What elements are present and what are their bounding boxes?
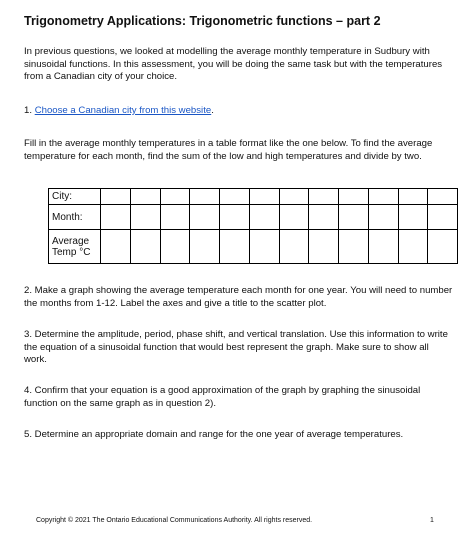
city-label-cell: City: [49, 189, 101, 205]
table-cell[interactable] [368, 230, 398, 264]
table-cell[interactable] [339, 205, 369, 230]
page-title: Trigonometry Applications: Trigonometric functions – part 2 [24, 14, 381, 28]
table-cell[interactable] [398, 189, 428, 205]
table-cell[interactable] [368, 189, 398, 205]
table-cell[interactable] [368, 205, 398, 230]
table-cell[interactable] [309, 189, 339, 205]
question-2: 2. Make a graph showing the average temperature each month for one year. You will need to number the months from 1-12. Label the axes and give a title to the scatter plot. [24, 285, 453, 309]
table-cell[interactable] [101, 205, 131, 230]
city-website-link[interactable]: Choose a Canadian city from this website [34, 105, 212, 116]
avg-temp-row [49, 230, 458, 264]
table-cell[interactable] [249, 230, 279, 264]
table-cell[interactable] [309, 230, 339, 264]
table-cell[interactable] [130, 205, 160, 230]
table-cell[interactable] [279, 189, 309, 205]
table-cell[interactable] [160, 205, 190, 230]
table-cell[interactable] [130, 189, 160, 205]
question-3: 3. Determine the amplitude, period, phase shift, and vertical translation. Use this information to write the equation of a sinusoidal function that would best represent the graph. Make sure to show all work. [24, 329, 448, 366]
avg-label-line2: Temp °C [52, 246, 91, 258]
table-cell[interactable] [279, 205, 309, 230]
intro-paragraph: In previous questions, we looked at modelling the average monthly temperature in Sudbury with sinusoidal functions. In this assessment, you will be doing the same task but with the temperatures from a Canadian city of your choice. [24, 46, 443, 83]
avg-label-line1: Average [52, 235, 90, 247]
month-row [49, 205, 458, 230]
table-cell[interactable] [249, 189, 279, 205]
table-cell[interactable] [309, 205, 339, 230]
table-cell[interactable] [339, 230, 369, 264]
page-number: 1 [430, 517, 434, 524]
table-cell[interactable] [220, 205, 250, 230]
table-cell[interactable] [160, 189, 190, 205]
table-cell[interactable] [428, 230, 458, 264]
table-cell[interactable] [220, 230, 250, 264]
avg-temp-label-cell [49, 230, 101, 264]
table-cell[interactable] [339, 189, 369, 205]
table-cell[interactable] [190, 205, 220, 230]
month-label-cell: Month: [49, 205, 101, 230]
question-1 [24, 105, 454, 118]
table-cell[interactable] [190, 189, 220, 205]
table-cell[interactable] [220, 189, 250, 205]
city-row [49, 189, 458, 205]
table-cell[interactable] [101, 189, 131, 205]
table-cell[interactable] [428, 189, 458, 205]
table-cell[interactable] [160, 230, 190, 264]
table-cell[interactable] [190, 230, 220, 264]
table-cell[interactable] [428, 205, 458, 230]
question-5: 5. Determine an appropriate domain and range for the one year of average temperatures. [24, 429, 404, 440]
copyright-footer: Copyright © 2021 The Ontario Educational Communications Authority. All rights reserved. [36, 517, 313, 524]
question-1-period: . [211, 105, 214, 116]
fill-instructions: Fill in the average monthly temperatures in a table format like the one below. To find the average temperature for each month, find the sum of the low and high temperatures and divide by two. [24, 138, 433, 162]
table-cell[interactable] [249, 205, 279, 230]
question-4: 4. Confirm that your equation is a good approximation of the graph by graphing the sinusoidal function on the same graph as in question 2). [24, 385, 421, 409]
temperature-table [48, 188, 458, 264]
table-cell[interactable] [279, 230, 309, 264]
table-cell[interactable] [398, 205, 428, 230]
question-1-number: 1. [24, 105, 33, 116]
table-cell[interactable] [130, 230, 160, 264]
table-cell[interactable] [398, 230, 428, 264]
table-cell[interactable] [101, 230, 131, 264]
